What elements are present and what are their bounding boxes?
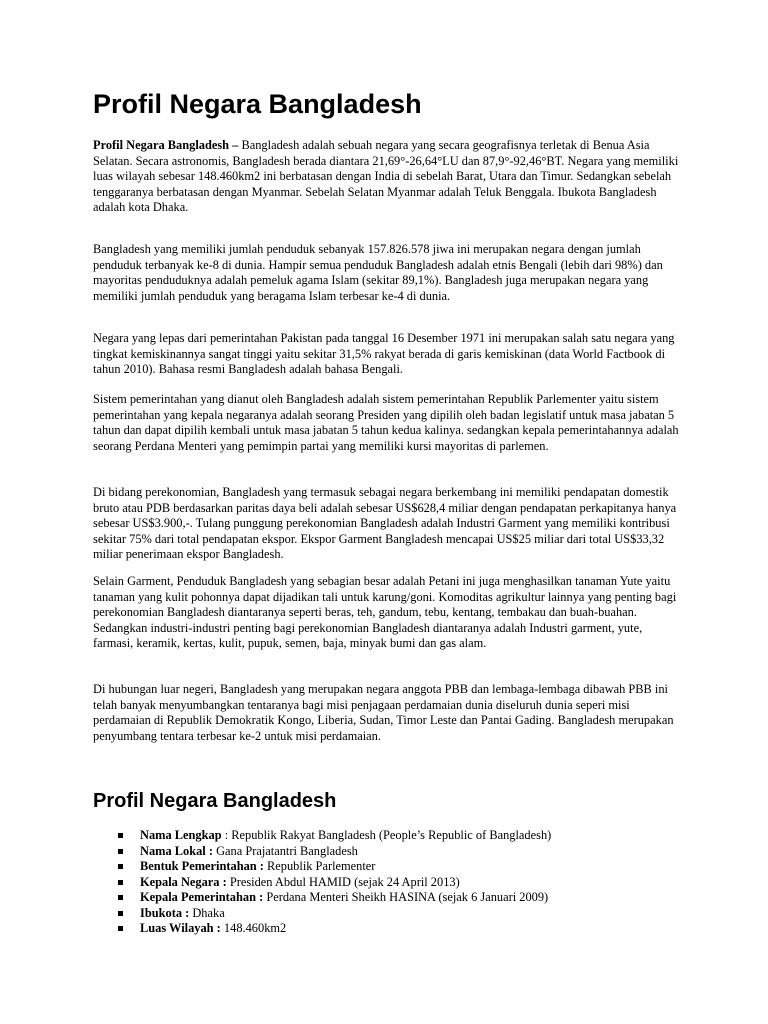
fact-separator: : [221,828,232,842]
fact-value: 148.460km2 [223,921,287,935]
paragraph-population: Bangladesh yang memiliki jumlah penduduk sebanyak 157.826.578 jiwa ini merupakan negara dengan jumlah penduduk terbanyak ke-8 di dunia. Hampir semua penduduk Bangladesh adalah etnis Bengali (lebih dari 98%) dan mayoritas penduduknya adalah pemeluk agama Islam (sekitar 89,1%). Bangladesh juga merupakan negara yang memiliki jumlah penduduk yang beragama Islam terbesar ke-4 di dunia. [93,242,663,303]
list-item [93,828,681,844]
page-title: Profil Negara Bangladesh [93,89,422,119]
bullet-icon [118,833,123,838]
bullet-icon [118,895,123,900]
bullet-icon [118,880,123,885]
fact-value: Republik Rakyat Bangladesh (People’s Republic of Bangladesh) [231,828,552,842]
country-facts-list [93,828,681,937]
fact-label: Kepala Negara : [140,874,227,889]
list-item [93,921,681,937]
list-item [93,906,681,922]
fact-label: Luas Wilayah : [140,921,221,935]
fact-value: Republik Parlementer [267,859,376,873]
paragraph-history: Negara yang lepas dari pemerintahan Pakistan pada tanggal 16 Desember 1971 ini merupakan salah satu negara yang tingkat kemiskinannya sangat tinggi yaitu sekitar 31,5% rakyat berada di garis kemiskinan (data World Factbook di tahun 2010). Bahasa resmi Bangladesh adalah bahasa Bengali. [93,331,675,376]
bullet-icon [118,849,123,854]
bullet-icon [118,864,123,869]
fact-label: Kepala Pemerintahan : [140,890,264,904]
intro-text: Bangladesh adalah sebuah negara yang secara geografisnya terletak di Benua Asia Selatan. Secara astronomis, Bangladesh berada diantara 21,69°-26,64°LU dan 87,9°-92,46°BT. Negara yang memiliki luas wilayah sebesar 148.460km2 ini berbatasan dengan India di sebelah Barat, Utara dan Timur. Sedangkan sebelah tenggaranya berbatasan dengan Myanmar. Sebelah Selatan Myanmar adalah Teluk Benggala. Ibukota Bangladesh adalah kota Dhaka. [93,138,679,214]
paragraph-government: Sistem pemerintahan yang dianut oleh Bangladesh adalah sistem pemerintahan Republik Parlementer yaitu sistem pemerintahan yang kepala negaranya adalah seorang Presiden yang dipilih oleh badan legislatif untuk masa jabatan 5 tahun dan dapat dipilih kembali untuk masa jabatan 5 tahun kedua kalinya. sedangkan kepala pemerintahannya adalah seorang Perdana Menteri yang pemimpin partai yang memiliki kursi mayoritas di parlemen. [93,392,679,453]
intro-paragraph [93,138,681,216]
section-heading: Profil Negara Bangladesh [93,790,337,812]
fact-value: Presiden Abdul HAMID (sejak 24 April 2013) [229,874,460,889]
list-item [93,875,681,891]
paragraph-agriculture: Selain Garment, Penduduk Bangladesh yang sebagian besar adalah Petani ini juga menghasilkan tanaman Yute yaitu tanaman yang kulit pohonnya dapat dijadikan tali untuk karung/goni. Komoditas agrikultur lainnya yang penting bagi perekonomian Bangladesh diantaranya seperti beras, teh, gandum, tebu, kentang, tembakau dan buah-buahan. Sedangkan industri-industri penting bagi perekonomian Bangladesh diantaranya adalah Industri garment, yute, farmasi, keramik, kertas, kulit, pupuk, semen, baja, minyak bumi dan gas alam. [93,574,677,650]
list-item [93,844,681,860]
bullet-icon [118,911,123,916]
paragraph-economy: Di bidang perekonomian, Bangladesh yang termasuk sebagai negara berkembang ini memiliki pendapatan domestik bruto atau PDB berdasarkan paritas daya beli adalah sebesar US$628,4 miliar dengan pendapatan perkapitanya hanya sebesar US$3.900,-. Tulang punggung perekonomian Bangladesh adalah Industri Garment yang memiliki kontribusi sekitar 75% dari total pendapatan ekspor. Ekspor Garment Bangladesh mencapai US$25 miliar dari total US$33,32 miliar penerimaan ekspor Bangladesh. [93,485,677,561]
bullet-icon [118,926,123,931]
fact-label: Bentuk Pemerintahan : [140,859,264,873]
fact-value: Dhaka [192,905,225,920]
fact-value: Gana Prajatantri Bangladesh [216,843,358,858]
list-item [93,859,681,875]
list-item [93,890,681,906]
intro-lead: Profil Negara Bangladesh – [93,138,239,152]
fact-label: Nama Lengkap [140,828,222,842]
fact-label: Nama Lokal : [140,843,213,858]
fact-label: Ibukota : [140,905,190,920]
fact-value: Perdana Menteri Sheikh HASINA (sejak 6 Januari 2009) [266,890,549,904]
paragraph-foreign-relations: Di hubungan luar negeri, Bangladesh yang merupakan negara anggota PBB dan lembaga-lembaga dibawah PBB ini telah banyak menyumbangkan tentaranya bagi misi penjagaan perdamaian dunia diseluruh dunia seperi misi perdamaian di Republik Demokratik Kongo, Liberia, Sudan, Timor Leste dan Pantai Gading. Bangladesh merupakan penyumbang tentara terbesar ke-2 untuk misi perdamaian. [93,682,674,743]
